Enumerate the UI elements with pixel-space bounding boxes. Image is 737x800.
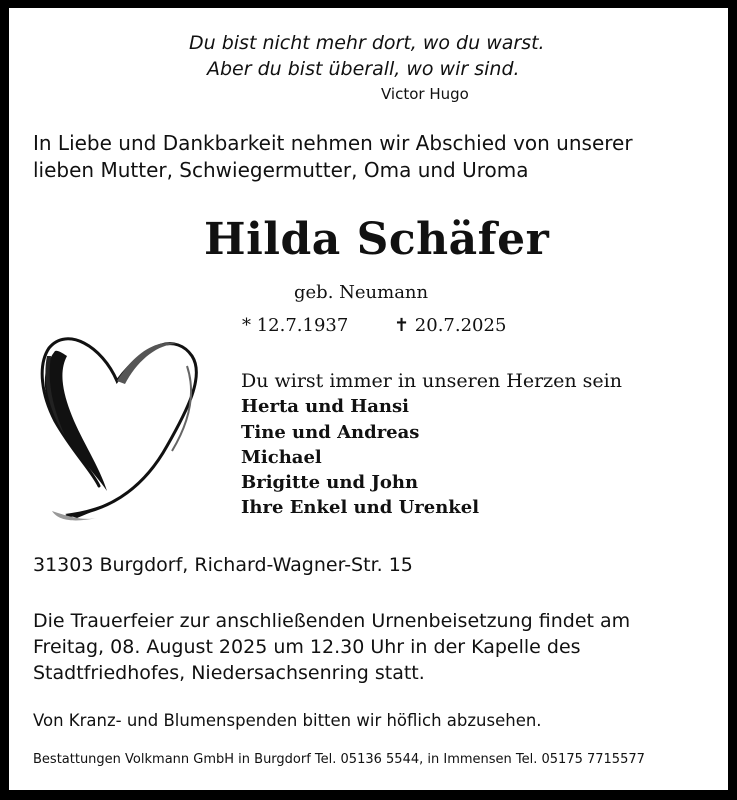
brush-heart-icon xyxy=(37,326,207,526)
address: 31303 Burgdorf, Richard-Wagner-Str. 15 xyxy=(33,554,413,576)
funeral-home-footer: Bestattungen Volkmann GmbH in Burgdorf Tel. 05136 5544, in Immensen Tel. 05175 7715577 xyxy=(33,752,645,767)
mourners-message: Du wirst immer in unseren Herzen sein xyxy=(241,370,622,392)
quote-line-2: Aber du bist überall, wo wir sind. xyxy=(207,58,520,80)
intro-text: In Liebe und Dankbarkeit nehmen wir Abschied von unserer lieben Mutter, Schwiegermutter, Oma und Uroma xyxy=(33,131,633,182)
mourner-name: Herta und Hansi xyxy=(241,396,409,417)
flowers-note: Von Kranz- und Blumenspenden bitten wir höflich abzusehen. xyxy=(33,711,542,730)
quote-author: Victor Hugo xyxy=(381,85,469,103)
mourner-name: Brigitte und John xyxy=(241,472,419,493)
service-details: Die Trauerfeier zur anschließenden Urnenbeisetzung findet am Freitag, 08. August 2025 um 12.30 Uhr in der Kapelle des Stadtfriedhofes, Niedersachsenring statt. xyxy=(33,610,631,684)
death-date: ✝ 20.7.2025 xyxy=(394,315,507,336)
birth-date: * 12.7.1937 xyxy=(242,315,349,336)
mourner-name: Tine und Andreas xyxy=(241,422,420,443)
obituary-notice xyxy=(9,8,728,790)
mourner-name: Michael xyxy=(241,447,322,468)
deceased-name: Hilda Schäfer xyxy=(204,214,550,265)
maiden-name: geb. Neumann xyxy=(294,282,429,303)
mourner-name: Ihre Enkel und Urenkel xyxy=(241,497,480,518)
quote-line-1: Du bist nicht mehr dort, wo du warst. xyxy=(189,32,545,54)
